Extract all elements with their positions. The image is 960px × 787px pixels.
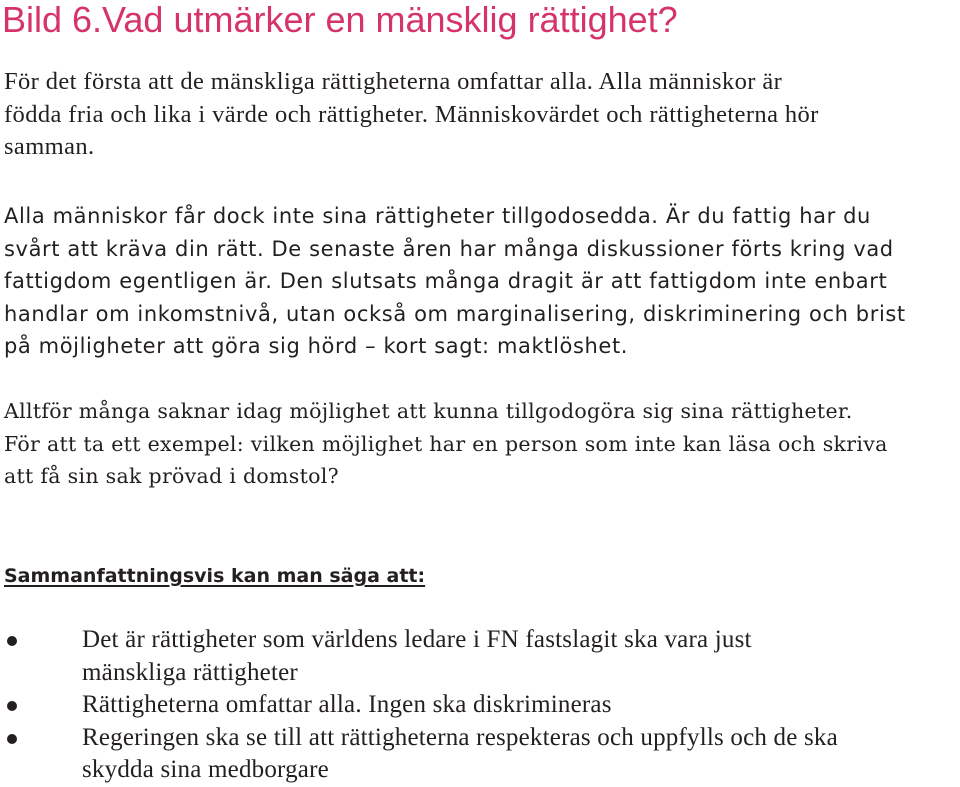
paragraph-line: För att ta ett exempel: vilken möjlighet har en person som inte kan läsa och skriva — [4, 431, 888, 456]
paragraph-line: Alltför många saknar idag möjlighet att kunna tillgodogöra sig sina rättigheter. — [4, 399, 853, 423]
paragraph-line: fattigdom egentligen är. Den slutsats många dragit är att fattigdom inte enbart — [4, 269, 888, 293]
list-item-line: Regeringen ska se till att rättigheterna respekteras och uppfylls och de ska — [82, 723, 838, 751]
paragraph-line: För det första att de mänskliga rättigheterna omfattar alla. Alla människor är — [4, 68, 783, 95]
summary-heading: Sammanfattningsvis kan man säga att: — [4, 565, 426, 587]
list-item — [0, 624, 838, 689]
summary-bullet-list — [0, 624, 838, 787]
list-item — [0, 689, 838, 722]
list-item-line: skydda sina medborgare — [82, 756, 329, 783]
paragraph-line: födda fria och lika i värde och rättigheter. Människovärdet och rättigheterna hör — [4, 100, 819, 128]
paragraph-line: svårt att kräva din rätt. De senaste åren har många diskussioner förts kring vad — [4, 236, 894, 261]
list-item-line: Rättigheterna omfattar alla. Ingen ska diskrimineras — [82, 691, 612, 718]
paragraph-line: handlar om inkomstnivå, utan också om marginalisering, diskriminering och brist — [4, 301, 906, 326]
list-item-line: Det är rättigheter som världens ledare i FN fastslagit ska vara just — [82, 626, 752, 653]
page-title: Bild 6.Vad utmärker en mänsklig rättighet? — [2, 0, 678, 40]
paragraph-line: på möjligheter att göra sig hörd – kort sagt: maktlöshet. — [4, 334, 629, 358]
paragraph-line: att få sin sak prövad i domstol? — [4, 464, 339, 488]
list-item-line: mänskliga rättigheter — [82, 658, 298, 686]
bullet-icon — [7, 734, 17, 744]
paragraph-access — [4, 395, 888, 493]
bullet-icon — [7, 701, 17, 711]
paragraph-poverty — [4, 200, 906, 363]
paragraph-line: samman. — [4, 133, 95, 160]
paragraph-intro — [4, 66, 819, 164]
paragraph-line: Alla människor får dock inte sina rättigheter tillgodosedda. Är du fattig har du — [4, 204, 871, 228]
list-item — [0, 722, 838, 787]
bullet-icon — [7, 636, 17, 646]
